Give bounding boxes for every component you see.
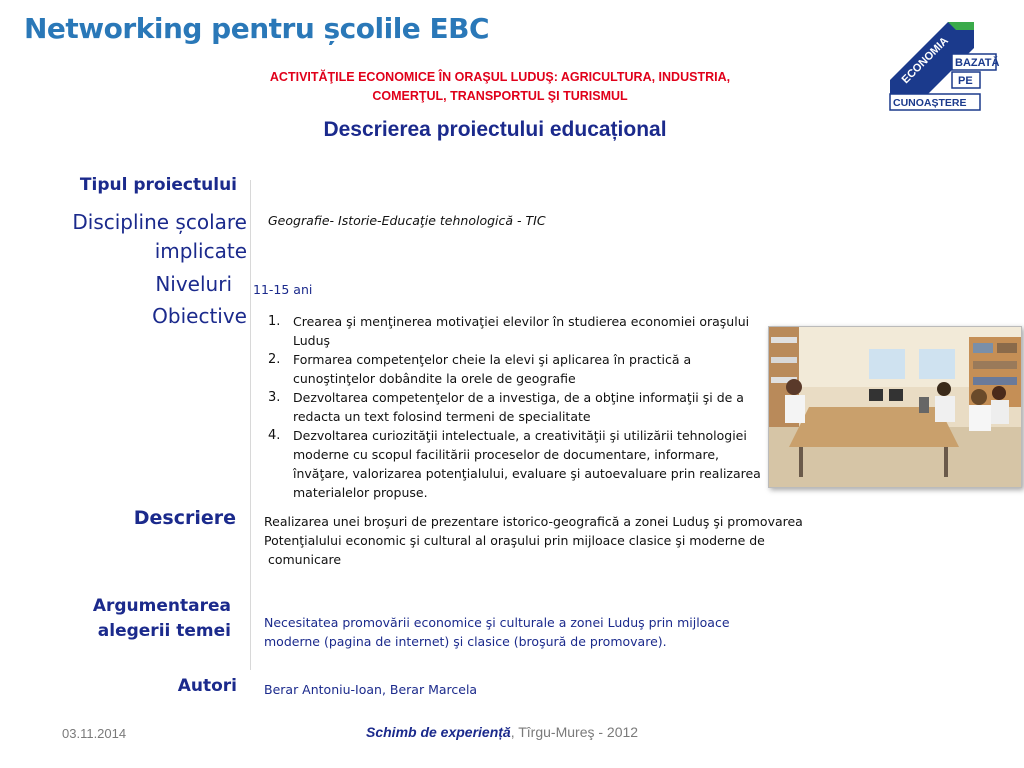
footer-event-emphasis: Schimb de experiență — [366, 724, 511, 740]
objective-number: 4. — [268, 428, 281, 443]
label-argument-line-2: alegerii temei — [97, 621, 231, 641]
logo-word-bazata: BAZATĂ — [955, 57, 1000, 69]
objective-item — [268, 350, 773, 388]
label-description: Descriere — [133, 507, 236, 529]
label-objectives: Obiective — [152, 304, 247, 328]
objective-item — [268, 388, 773, 426]
value-description — [264, 512, 803, 569]
objective-text: Formarea competenţelor cheie la elevi şi aplicarea în practică a cunoştinţelor dobândite la orele de geografie — [293, 352, 692, 386]
objective-number: 1. — [268, 314, 281, 329]
label-argument — [40, 594, 231, 644]
column-divider — [250, 180, 251, 670]
objective-text: Dezvoltarea competenţelor de a investiga, de a obţine informaţii şi de a redacta un text folosind termeni de specialitate — [293, 390, 744, 424]
subtitle-line-2: COMERŢUL, TRANSPORTUL ŞI TURISMUL — [372, 89, 628, 103]
objectives-list — [268, 312, 773, 502]
footer-event — [366, 724, 638, 740]
objective-item — [268, 312, 773, 350]
footer-event-rest: , Tîrgu-Mureş - 2012 — [510, 724, 639, 740]
logo-word-economia: ECONOMIA — [899, 34, 951, 87]
description-line-1: Realizarea unei broşuri de prezentare istorico-geografică a zonei Luduş şi promovarea — [264, 514, 803, 529]
page-title: Networking pentru școlile EBC — [24, 12, 490, 45]
objective-number: 3. — [268, 390, 281, 405]
value-authors: Berar Antoniu-Ioan, Berar Marcela — [264, 682, 478, 697]
subtitle-line-1: ACTIVITĂŢILE ECONOMICE ÎN ORAŞUL LUDUŞ: AGRICULTURA, INDUSTRIA, — [269, 70, 731, 84]
argument-line-2: moderne (pagina de internet) şi clasice (broşură de promovare). — [264, 634, 667, 649]
argument-line-1: Necesitatea promovării economice şi culturale a zonei Luduş prin mijloace — [264, 615, 730, 630]
label-authors: Autori — [177, 676, 237, 696]
description-line-2: Potenţialului economic şi cultural al oraşului prin mijloace clasice şi moderne de — [264, 533, 765, 548]
value-argument — [264, 613, 730, 651]
label-disciplines — [20, 208, 247, 266]
label-disciplines-line-2: implicate — [154, 239, 247, 263]
value-levels: 11-15 ani — [253, 282, 313, 297]
label-disciplines-line-1: Discipline școlare — [72, 210, 247, 234]
label-project-type: Tipul proiectului — [79, 175, 237, 195]
logo-word-cunoastere: CUNOAȘTERE — [893, 97, 967, 109]
classroom-photo — [768, 326, 1022, 488]
label-argument-line-1: Argumentarea — [92, 596, 231, 616]
project-subtitle — [250, 68, 750, 106]
objective-item — [268, 426, 773, 502]
ebc-logo — [888, 18, 1000, 112]
logo-word-pe: PE — [958, 75, 973, 87]
section-title: Descrierea proiectului educațional — [323, 118, 667, 141]
objective-text: Crearea şi menţinerea motivaţiei elevilor în studierea economiei oraşului Luduş — [293, 314, 750, 348]
label-levels: Niveluri — [155, 272, 232, 296]
objective-text: Dezvoltarea curiozităţii intelectuale, a creativităţii şi utilizării tehnologiei moderne cu scopul facilitării proceselor de documentare, informare, învăţare, valorizarea potenţialului, evaluare şi autoevaluare prin realizarea materialelor propuse. — [293, 428, 761, 500]
footer-date: 03.11.2014 — [62, 726, 127, 741]
objective-number: 2. — [268, 352, 281, 367]
value-disciplines: Geografie- Istorie-Educaţie tehnologică - TIC — [268, 213, 546, 228]
description-line-3: comunicare — [264, 552, 342, 567]
